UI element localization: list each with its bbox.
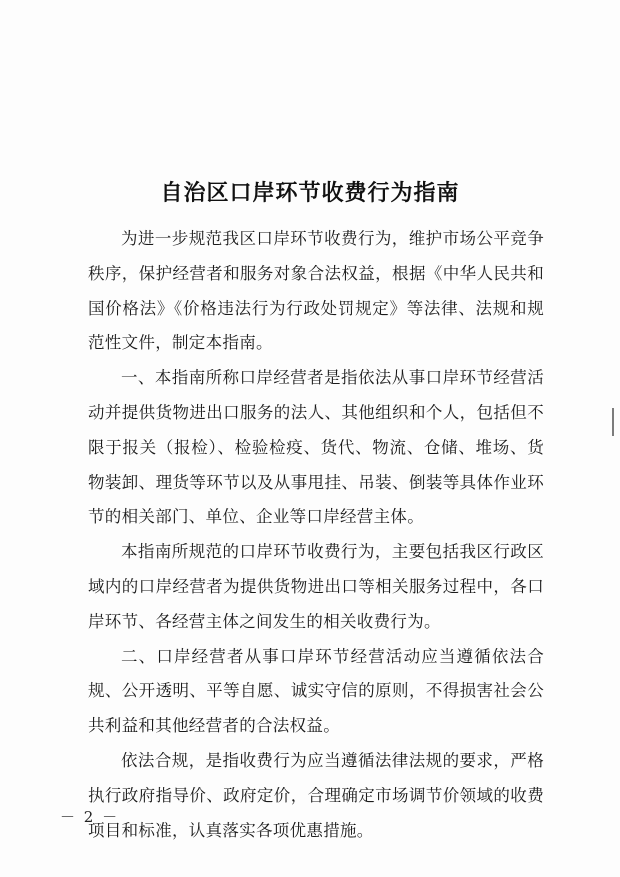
- document-body: [88, 222, 544, 848]
- paragraph-compliance: 依法合规，是指收费行为应当遵循法律法规的要求，严格执行政府指导价、政府定价，合理确定市场调节价领域的收费项目和标准，认真落实各项优惠措施。: [88, 750, 544, 840]
- scan-edge-mark: [612, 408, 614, 436]
- document-title: 自治区口岸环节收费行为指南: [160, 181, 460, 206]
- paragraph-article-1: 一、本指南所称口岸经营者是指依法从事口岸环节经营活动并提供货物进出口服务的法人、其他组织和个人，包括但不限于报关（报检）、检验检疫、货代、物流、仓储、堆场、货物装卸、理货等环节以及从事甩挂、吊装、倒装等具体作业环节的相关部门、单位、企业等口岸经营主体。: [88, 368, 544, 527]
- paragraph-intro: 为进一步规范我区口岸环节收费行为，维护市场公平竞争秩序，保护经营者和服务对象合法权益，根据《中华人民共和国价格法》《价格违法行为行政处罚规定》等法律、法规和规范性文件，制定本指南。: [88, 229, 544, 353]
- paragraph-article-2: 二、口岸经营者从事口岸环节经营活动应当遵循依法合规、公开透明、平等自愿、诚实守信的原则，不得损害社会公共利益和其他经营者的合法权益。: [88, 646, 544, 736]
- paragraph-scope: 本指南所规范的口岸环节收费行为，主要包括我区行政区域内的口岸经营者为提供货物进出口等相关服务过程中，各口岸环节、各经营主体之间发生的相关收费行为。: [88, 542, 544, 631]
- page-number: － 2 －: [60, 808, 120, 826]
